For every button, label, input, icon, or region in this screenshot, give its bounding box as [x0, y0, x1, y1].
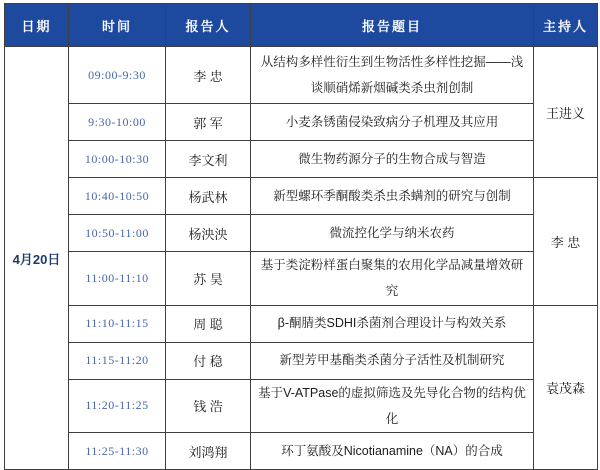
table-row: [5, 104, 598, 141]
speaker-cell: 杨泱泱: [166, 215, 251, 252]
speaker-cell: 李文利: [166, 141, 251, 178]
time-cell: 10:50-11:00: [69, 215, 166, 252]
title-cell: 环丁氨酸及Nicotianamine（NA）的合成: [251, 433, 534, 470]
title-cell: 基于类淀粉样蛋白聚集的农用化学品减量增效研究: [251, 252, 534, 306]
time-cell: 11:15-11:20: [69, 342, 166, 379]
speaker-cell: 苏 昊: [166, 252, 251, 306]
time-cell: 11:00-11:10: [69, 252, 166, 306]
header-cell-title: 报告题目: [251, 4, 534, 47]
table-row: [5, 379, 598, 433]
speaker-cell: 周 聪: [166, 305, 251, 342]
table-row: [5, 141, 598, 178]
title-cell: 微流控化学与纳米农药: [251, 215, 534, 252]
time-cell: 9:30-10:00: [69, 104, 166, 141]
header-cell-time: 时间: [69, 4, 166, 47]
time-cell: 11:25-11:30: [69, 433, 166, 470]
time-cell: 11:10-11:15: [69, 305, 166, 342]
host-cell: 袁茂森: [534, 305, 598, 470]
title-cell: 新型芳甲基酯类杀菌分子活性及机制研究: [251, 342, 534, 379]
speaker-cell: 杨武林: [166, 178, 251, 215]
host-cell: 王进义: [534, 47, 598, 178]
title-cell: 新型螺环季酮酸类杀虫杀螨剂的研究与创制: [251, 178, 534, 215]
header-cell-host: 主持人: [534, 4, 598, 47]
title-cell: 微生物药源分子的生物合成与智造: [251, 141, 534, 178]
speaker-cell: 李 忠: [166, 47, 251, 104]
speaker-cell: 钱 浩: [166, 379, 251, 433]
title-cell: 从结构多样性衍生到生物活性多样性挖掘——浅谈顺硝烯新烟碱类杀虫剂创制: [251, 47, 534, 104]
header-cell-date: 日期: [5, 4, 69, 47]
table-row: [5, 178, 598, 215]
table-row: [5, 342, 598, 379]
schedule-table: [4, 3, 598, 470]
table-row: [5, 433, 598, 470]
header-cell-speaker: 报告人: [166, 4, 251, 47]
speaker-cell: 刘鸿翔: [166, 433, 251, 470]
speaker-cell: 郭 军: [166, 104, 251, 141]
title-cell: β-酮腈类SDHI杀菌剂合理设计与构效关系: [251, 305, 534, 342]
time-cell: 10:00-10:30: [69, 141, 166, 178]
table-header-row: [5, 4, 598, 47]
table-row: [5, 305, 598, 342]
table-row: [5, 215, 598, 252]
table-row: [5, 47, 598, 104]
speaker-cell: 付 稳: [166, 342, 251, 379]
host-cell: 李 忠: [534, 178, 598, 306]
table-row: [5, 252, 598, 306]
title-cell: 基于V-ATPase的虚拟筛选及先导化合物的结构优化: [251, 379, 534, 433]
title-cell: 小麦条锈菌侵染致病分子机理及其应用: [251, 104, 534, 141]
date-cell: 4月20日: [5, 47, 69, 470]
time-cell: 09:00-9:30: [69, 47, 166, 104]
time-cell: 10:40-10:50: [69, 178, 166, 215]
time-cell: 11:20-11:25: [69, 379, 166, 433]
